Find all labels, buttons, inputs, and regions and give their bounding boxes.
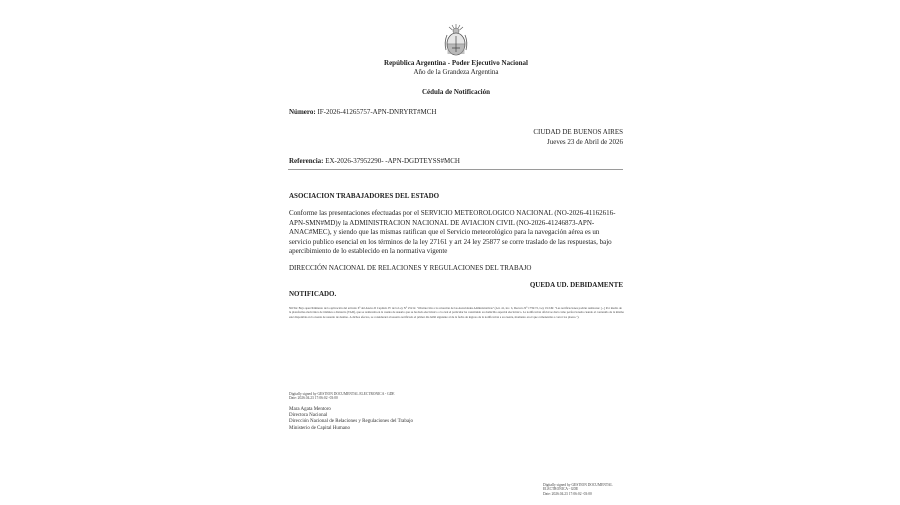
recipient: ASOCIACION TRABAJADORES DEL ESTADO (289, 192, 440, 200)
signer-role: Directora Nacional (289, 413, 328, 419)
closing-line-2: NOTIFICADO. (289, 290, 337, 298)
header-year-motto: Año de la Grandeza Argentina (413, 68, 499, 76)
numero-line (289, 108, 436, 116)
digital-signature-2 (543, 483, 613, 496)
referencia-line (289, 157, 460, 165)
place: CIUDAD DE BUENOS AIRES (533, 128, 623, 136)
document-type-title: Cédula de Notificación (421, 88, 491, 96)
referencia-value: EX-2026-37952290- -APN-DGDTEYSS#MCH (325, 157, 460, 165)
signature-2-line-3: Date: 2026.04.23 17:06:02 -03:00 (543, 491, 592, 496)
referencia-label: Referencia: (289, 157, 324, 165)
signer-ministry: Ministerio de Capital Humano (289, 425, 350, 431)
numero-label: Número: (289, 108, 316, 116)
numero-value: IF-2026-41265757-APN-DNRYRT#MCH (317, 108, 437, 116)
signature-2-line-1: Digitally signed by GESTION DOCUMENTAL (543, 483, 613, 487)
closing-line-1: QUEDA UD. DEBIDAMENTE (529, 281, 623, 289)
signer-name: Mara Agata Mentoro (289, 407, 331, 412)
signature-2-line-2: ELECTRONICA - GDE (543, 487, 579, 492)
signature-1-line-1: Digitally signed by GESTION DOCUMENTAL ELECTRONICA - GDE (289, 392, 395, 396)
body-paragraph: Conforme las presentaciones efectuadas por el SERVICIO METEOROLOGICO NACIONAL (NO-2026-41162616-APN-SMN#MD)y la ADMINISTRACION NACIONAL DE AVIACION CIVIL (NO-2026-41246873-APN-ANAC#MEC), y siendo que las mismas ratifican que el Servicio meteorológico para la navegación aérea es un servicio publico esencial en los términos de la ley 27161 y art 24 ley 25877 se corre traslado de las respuestas, bajo apercibimiento de lo establecido en la normativa vigente (289, 209, 616, 255)
header-republica: República Argentina - Poder Ejecutivo Nacional (384, 59, 528, 67)
signer-block (289, 407, 413, 432)
legal-note: NOTA: Bajo apercibimiento de la aplicación del artículo 6° del Anexo II Capítulo IV de la Ley N° 25212. "Obstrucción a la actuación de las Autoridades Administrativas" (Art. 41, inc. b, Decreto N° 1759/72, Ley 19.549: "Las notificaciones podrán realizarse: [...] Por medio de la plataforma electrónica de trámites a distancia (TAD), que se realizarán en la cuenta de usuario que se ha dado electrónico o la cual el particular ha constituido su domicilio especial electrónico. La notificación oficial se dará como perfeccionada cuando el contenido de la misma esté disponible en la cuenta de usuario de destino. A dichos efectos, se considerará al usuario notificado el primer día hábil siguiente al de la fecha de ingreso de la notificación a su cuenta, momento en el que comenzarán a correr los plazos."). (289, 306, 624, 319)
signer-office: Dirección Nacional de Relaciones y Regulaciones del Trabajo (289, 419, 413, 425)
digital-signature-1 (289, 392, 395, 401)
divider (288, 169, 623, 170)
office-name: DIRECCIÓN NACIONAL DE RELACIONES Y REGULACIONES DEL TRABAJO (289, 264, 532, 272)
signature-1-line-2: Date: 2026.04.23 17:06:02 -03:00 (289, 396, 338, 401)
coat-of-arms-icon (441, 22, 471, 58)
date: Jueves 23 de Abril de 2026 (546, 138, 623, 146)
